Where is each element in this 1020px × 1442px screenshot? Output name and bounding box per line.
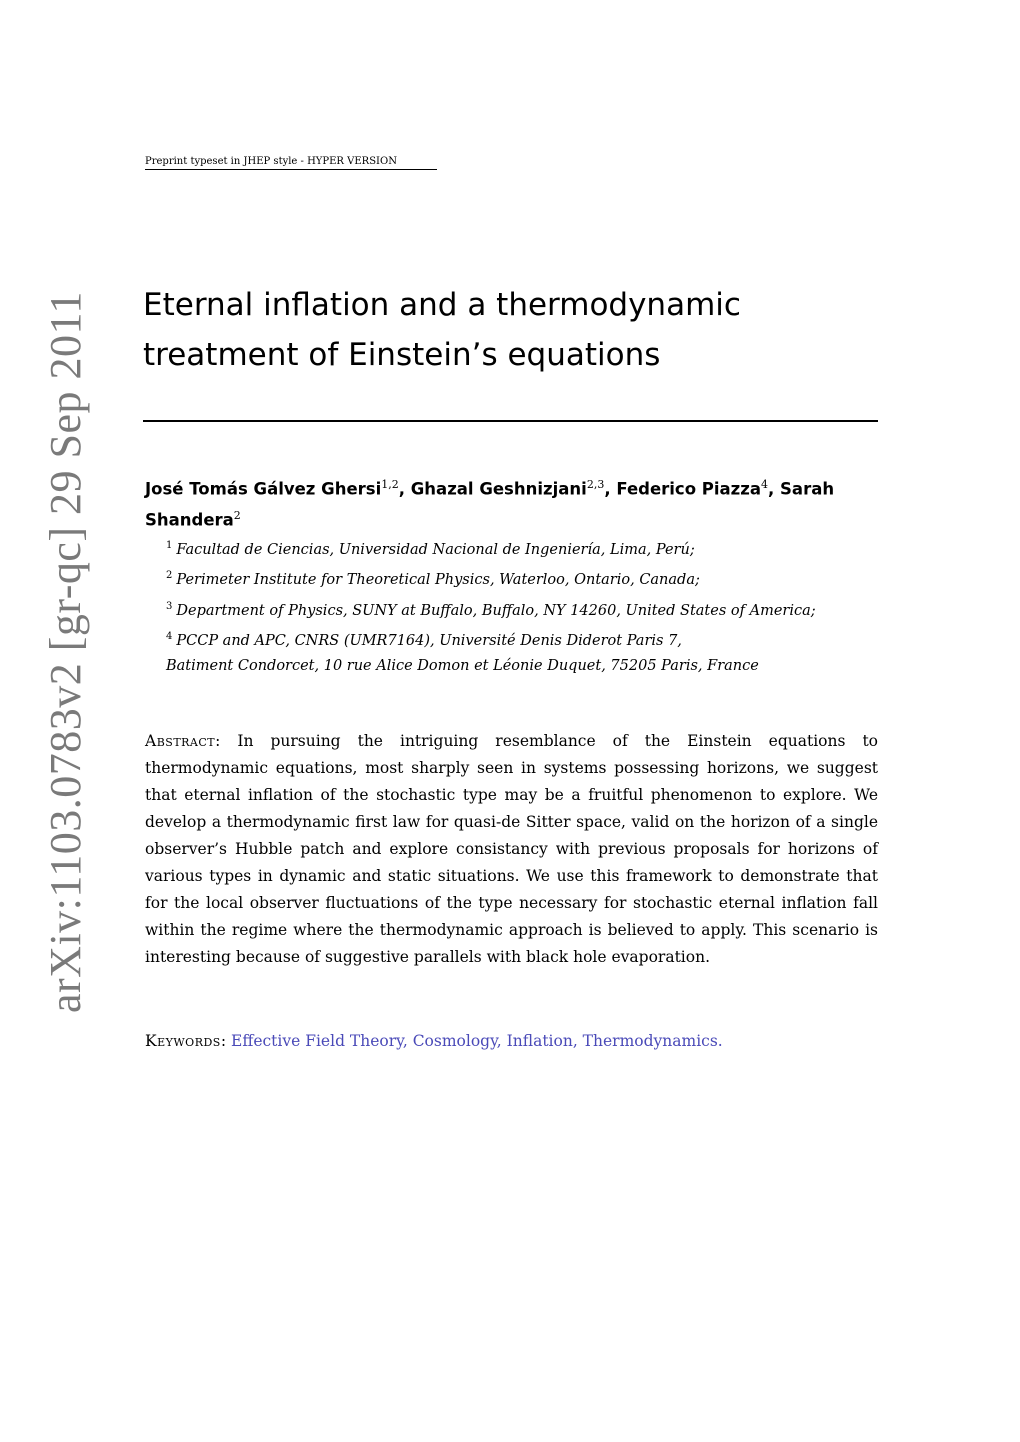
affiliation-item: [166, 563, 856, 593]
author-affiliation-mark: 2,3: [586, 478, 605, 491]
author-affiliation-mark: 1,2: [381, 478, 399, 491]
title-line-2: treatment of Einstein’s equations: [143, 337, 661, 373]
affiliation-item: [166, 624, 856, 680]
author-affiliation-mark: 4: [761, 478, 769, 491]
affiliation-number: 2: [166, 570, 173, 582]
affiliation-number: 1: [166, 540, 173, 551]
affiliation-number: 3: [166, 600, 173, 612]
author-separator: ,: [604, 479, 617, 499]
affiliation-text: Facultad de Ciencias, Universidad Nacional de Ingeniería, Lima, Perú;: [176, 541, 695, 558]
author-name: Federico Piazza: [616, 479, 762, 499]
preprint-note: Preprint typeset in JHEP style - HYPER VERSION: [145, 156, 437, 170]
author-name: Sarah Shandera: [145, 479, 835, 529]
keywords-links[interactable]: Effective Field Theory, Cosmology, Inflation, Thermodynamics.: [231, 1032, 723, 1050]
arxiv-identifier: arXiv:1103.0783v2 [gr-qc] 29 Sep 2011: [41, 291, 90, 1013]
affiliation-item: [166, 533, 856, 563]
affiliation-text: Perimeter Institute for Theoretical Physics, Waterloo, Ontario, Canada;: [176, 572, 700, 589]
author-affiliation-mark: 2: [233, 508, 241, 522]
author-separator: ,: [768, 479, 781, 499]
keywords-label: Keywords: [145, 1032, 221, 1050]
paper-title: [143, 280, 883, 380]
author-separator: ,: [398, 479, 411, 499]
affiliation-text: PCCP and APC, CNRS (UMR7164), Université Denis Diderot Paris 7,: [176, 632, 682, 649]
abstract-text: In pursuing the intriguing resemblance of the Einstein equations to thermodynamic equations, most sharply seen in systems possessing horizons, we suggest that eternal inflation of the stochastic type may be a fruitful phenomenon to explore. We develop a thermodynamic first law for quasi-de Sitter space, valid on the horizon of a single observer’s Hubble patch and explore consistancy with previous proposals for horizons of various types in dynamic and static situations. We use this framework to demonstrate that for the local observer fluctuations of the type necessary for stochastic eternal inflation fall within the regime where the thermodynamic approach is believed to apply. This scenario is interesting because of suggestive parallels with black hole evaporation.: [145, 732, 878, 966]
affiliation-text: Department of Physics, SUNY at Buffalo, Buffalo, NY 14260, United States of America;: [176, 602, 816, 619]
author-name: Ghazal Geshnizjani: [410, 479, 587, 499]
affiliation-item: [166, 594, 856, 624]
abstract: Abstract: In pursuing the intriguing resemblance of the Einstein equations to thermodynamic equations, most sharply seen in systems possessing horizons, we suggest that eternal inflation of the stochastic type may be a fruitful phenomenon to explore. We develop a thermodynamic first law for quasi-de Sitter space, valid on the horizon of a single observer’s Hubble patch and explore consistancy with previous proposals for horizons of various types in dynamic and static situations. We use this framework to demonstrate that for the local observer fluctuations of the type necessary for stochastic eternal inflation fall within the regime where the thermodynamic approach is believed to apply. This scenario is interesting because of suggestive parallels with black hole evaporation.: [145, 732, 878, 966]
affiliation-text-continued: Batiment Condorcet, 10 rue Alice Domon et Léonie Duquet, 75205 Paris, France: [166, 658, 759, 675]
abstract-label: Abstract: [145, 732, 216, 750]
author-name: José Tomás Gálvez Ghersi: [145, 479, 382, 499]
keywords: Keywords: Effective Field Theory, Cosmology, Inflation, Thermodynamics.: [145, 1032, 723, 1050]
author-list: [145, 472, 880, 533]
title-rule: [143, 420, 878, 422]
title-line-1: Eternal inflation and a thermodynamic: [143, 287, 741, 323]
affiliation-list: [166, 533, 856, 680]
affiliation-number: 4: [166, 630, 173, 642]
